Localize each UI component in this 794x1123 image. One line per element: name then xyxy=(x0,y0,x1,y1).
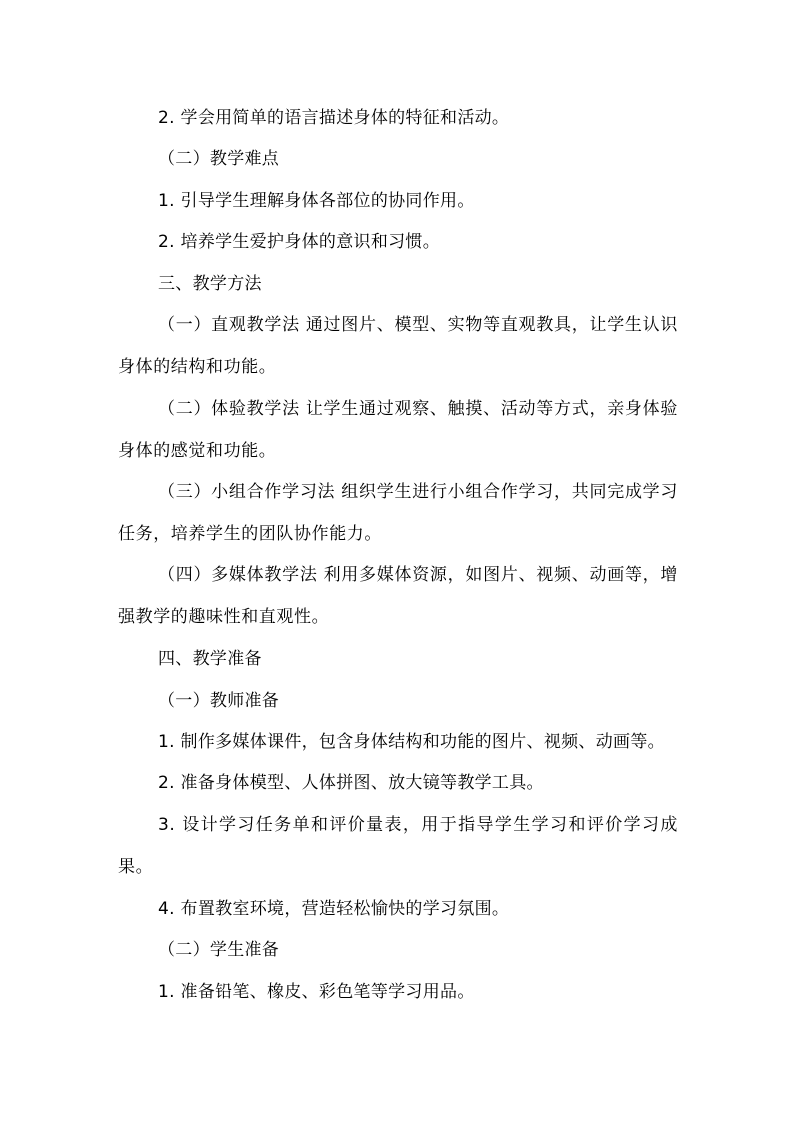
method-label: （四）多媒体教学法 xyxy=(158,565,318,585)
teacher-item-4: 4. 布置教室环境，营造轻松愉快的学习氛围。 xyxy=(158,899,510,919)
method-group xyxy=(118,472,678,555)
method-multimedia xyxy=(118,555,678,638)
difficulty-2: 2. 培养学生爱护身体的意识和习惯。 xyxy=(158,232,441,252)
method-label: （二）体验教学法 xyxy=(158,399,300,419)
student-prep-heading: （二）学生准备 xyxy=(158,940,280,960)
teacher-prep-heading: （一）教师准备 xyxy=(158,691,280,711)
section-prep-heading: 四、教学准备 xyxy=(158,649,262,669)
method-label: （三）小组合作学习法 xyxy=(158,482,336,502)
method-text: 让学生通过观察、触摸、活动等方式，亲身体验身体的感觉和功能。 xyxy=(118,399,678,461)
difficulty-1: 1. 引导学生理解身体各部位的协同作用。 xyxy=(158,191,475,211)
method-text: 利用多媒体资源，如图片、视频、动画等，增强教学的趣味性和直观性。 xyxy=(118,565,679,627)
teacher-item-1: 1. 制作多媒体课件，包含身体结构和功能的图片、视频、动画等。 xyxy=(158,732,665,752)
student-item-1: 1. 准备铅笔、橡皮、彩色笔等学习用品。 xyxy=(158,982,475,1002)
teacher-item-3: 3. 设计学习任务单和评价量表，用于指导学生学习和评价学习成果。 xyxy=(118,815,678,877)
objective-2: 2. 学会用简单的语言描述身体的特征和活动。 xyxy=(158,108,510,128)
difficulty-heading: （二）教学难点 xyxy=(158,149,280,169)
teacher-item-2: 2. 准备身体模型、人体拼图、放大镜等教学工具。 xyxy=(158,773,544,793)
method-intuitive xyxy=(118,305,678,388)
method-text: 组织学生进行小组合作学习，共同完成学习任务，培养学生的团队协作能力。 xyxy=(118,482,679,544)
section-methods-heading: 三、教学方法 xyxy=(158,274,262,294)
method-text: 通过图片、模型、实物等直观教具，让学生认识身体的结构和功能。 xyxy=(118,315,678,377)
method-label: （一）直观教学法 xyxy=(158,315,300,335)
method-experience xyxy=(118,389,678,472)
